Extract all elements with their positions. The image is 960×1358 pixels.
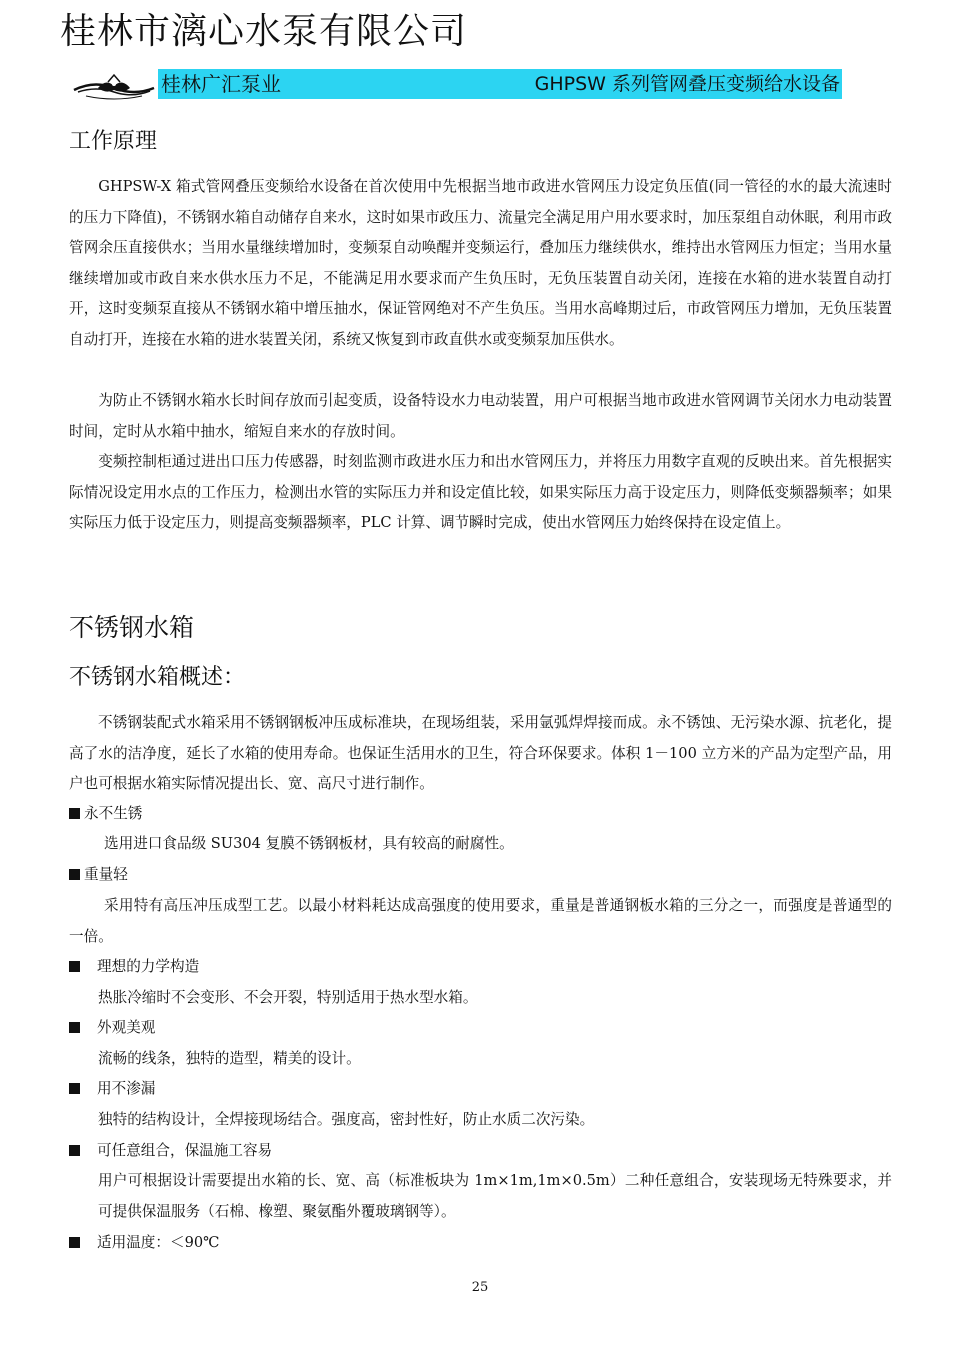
page-number: 25 xyxy=(471,1280,489,1295)
wave-emblem-icon xyxy=(72,72,156,104)
tank-heading: 不锈钢水箱 xyxy=(69,613,195,642)
bullet-square-icon xyxy=(69,1083,80,1094)
feature-title: 重量轻 xyxy=(84,866,128,883)
feature-bullet xyxy=(69,1228,219,1258)
feature-title: 适用温度：＜90℃ xyxy=(97,1234,220,1251)
feature-desc: 热胀冷缩时不会变形、不会开裂，特别适用于热水型水箱。 xyxy=(98,989,478,1006)
tank-subheading: 不锈钢水箱概述： xyxy=(69,665,246,690)
principle-paragraph: 变频控制柜通过进出口压力传感器，时刻监测市政进水压力和出水管网压力，并将压力用数字直观的反映出来。首先根据实际情况设定用水点的工作压力，检测出水管的实际压力并和设定值比较，如果实际压力高于设定压力，则降低变频器频率；如果实际压力低于设定压力，则提高变频器频率，PLC 计算、调节瞬时完成，使出水管网压力始终保持在设定值上。 xyxy=(69,453,892,531)
bullet-square-icon xyxy=(69,1145,80,1156)
feature-title: 永不生锈 xyxy=(84,805,143,822)
feature-bullet xyxy=(69,860,128,890)
feature-bullet xyxy=(69,952,199,982)
feature-desc: 选用进口食品级 SU304 复膜不锈钢板材，具有较高的耐腐性。 xyxy=(104,835,514,852)
feature-title: 理想的力学构造 xyxy=(97,958,200,975)
feature-desc: 独特的结构设计，全焊接现场结合。强度高，密封性好，防止水质二次污染。 xyxy=(98,1111,595,1128)
feature-bullet xyxy=(69,1013,155,1043)
tank-intro: 不锈钢装配式水箱采用不锈钢钢板冲压成标准块，在现场组装，采用氩弧焊焊接而成。永不锈蚀、无污染水源、抗老化，提高了水的洁净度，延长了水箱的使用寿命。也保证生活用水的卫生，符合环保要求。体积 1－100 立方米的产品为定型产品，用户也可根据水箱实际情况提出长、宽、高尺寸进行制作。 xyxy=(69,714,892,792)
series-title: GHPSW 系列管网叠压变频给水设备 xyxy=(534,73,840,95)
principle-paragraph: GHPSW-X 箱式管网叠压变频给水设备在首次使用中先根据当地市政进水管网压力设定负压值(同一管径的水的最大流速时的压力下降值)，不锈钢水箱自动储存自来水，这时如果市政压力、流量完全满足用户用水要求时，加压泵组自动休眠，利用市政管网余压直接供水；当用水量继续增加时，变频泵自动唤醒并变频运行，叠加压力继续供水，维持出水管网压力恒定；当用水量继续增加或市政自来水供水压力不足，不能满足用水要求而产生负压时，无负压装置自动关闭，连接在水箱的进水装置自动打开，这时变频泵直接从不锈钢水箱中增压抽水，保证管网绝对不产生负压。当用水高峰期过后，市政管网压力增加，无负压装置自动打开，连接在水箱的进水装置关闭，系统又恢复到市政直供水或变频泵加压供水。 xyxy=(69,178,892,348)
feature-desc: 流畅的线条，独特的造型，精美的设计。 xyxy=(98,1050,361,1067)
feature-bullet xyxy=(69,799,142,829)
feature-title: 可任意组合，保温施工容易 xyxy=(97,1142,273,1159)
brand-name: 桂林广汇泵业 xyxy=(161,72,281,96)
header-banner xyxy=(158,69,842,99)
principle-paragraph: 为防止不锈钢水箱水长时间存放而引起变质，设备特设水力电动装置，用户可根据当地市政进水管网调节关闭水力电动装置时间，定时从水箱中抽水，缩短自来水的存放时间。 xyxy=(69,392,892,440)
feature-desc: 用户可根据设计需要提出水箱的长、宽、高（标准板块为 1m×1m,1m×0.5m）二种任意组合，安装现场无特殊要求，并可提供保温服务（石棉、橡塑、聚氨酯外覆玻璃钢等）。 xyxy=(98,1172,892,1220)
feature-bullet xyxy=(69,1074,155,1104)
company-title: 桂林市漓心水泵有限公司 xyxy=(60,11,468,52)
feature-bullet xyxy=(69,1136,272,1166)
feature-title: 外观美观 xyxy=(97,1019,156,1036)
bullet-square-icon xyxy=(69,961,80,972)
bullet-square-icon xyxy=(69,869,80,880)
bullet-square-icon xyxy=(69,1237,80,1248)
bullet-square-icon xyxy=(69,808,80,819)
bullet-square-icon xyxy=(69,1022,80,1033)
feature-title: 用不渗漏 xyxy=(97,1080,156,1097)
feature-desc: 采用特有高压冲压成型工艺。以最小材料耗达成高强度的使用要求，重量是普通钢板水箱的三分之一，而强度是普通型的一倍。 xyxy=(69,897,892,945)
principle-heading: 工作原理 xyxy=(69,129,158,154)
